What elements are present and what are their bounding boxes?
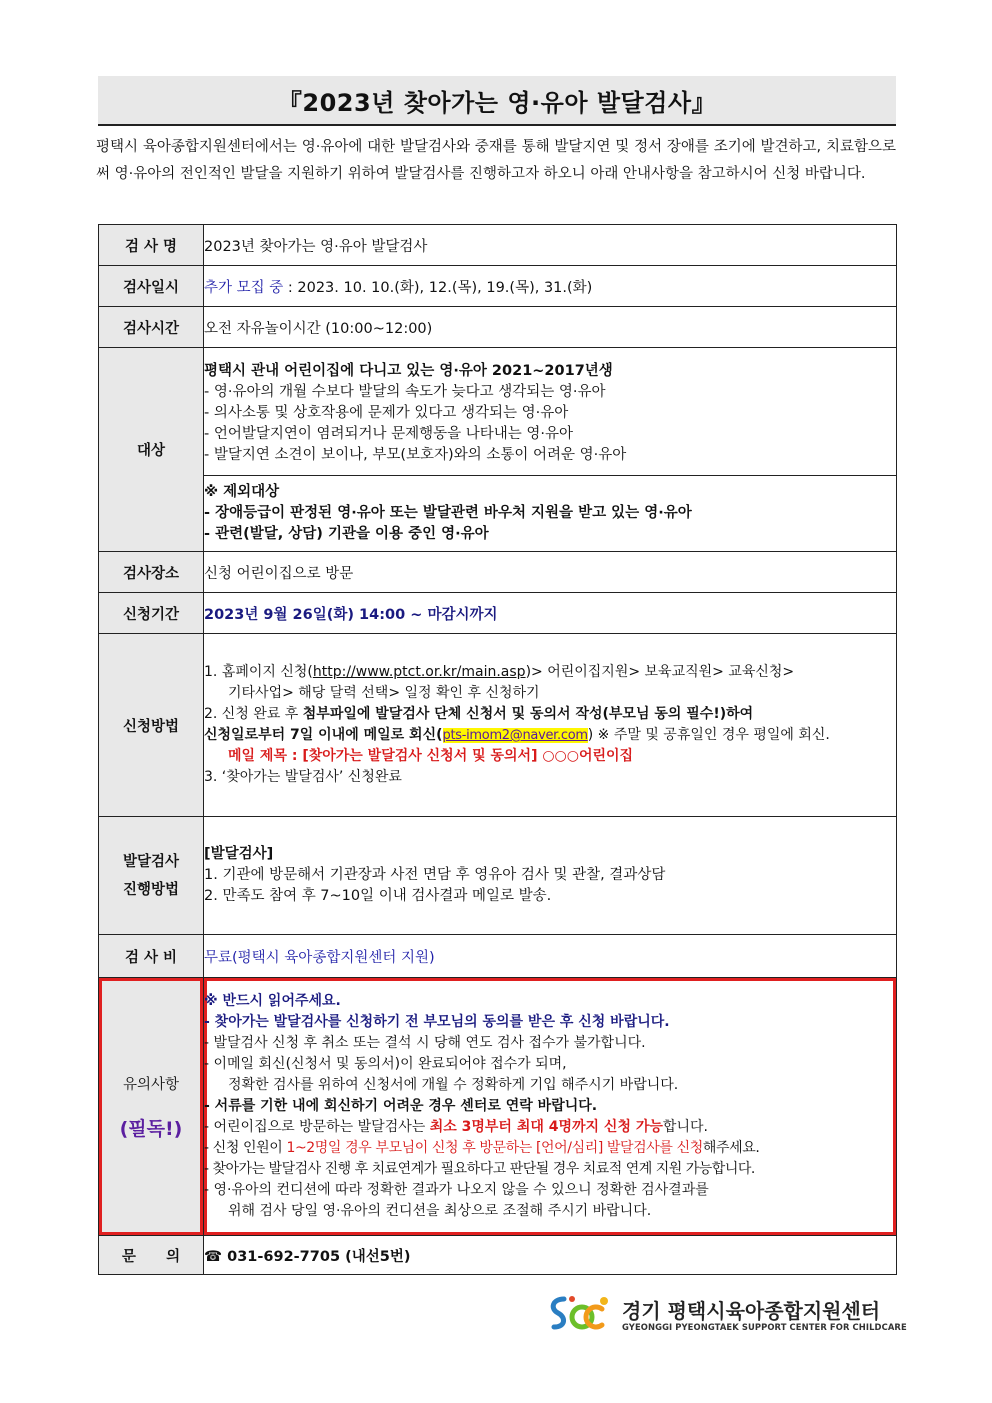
method-step1-cont: 기타사업> 해당 달력 선택> 일정 확인 후 신청하기 [228,685,540,701]
target-heading: 평택시 관내 어린이집에 다니고 있는 영·유아 2021~2017년생 [204,363,613,379]
notice-highlight: 최소 3명부터 최대 4명까지 신청 가능 [429,1119,663,1135]
label-process-line1: 발달검사 [122,853,180,870]
exclusion-item: - 장애등급이 판정된 영·유아 또는 발달관련 바우처 지원을 받고 있는 영·유아 [204,505,692,521]
process-item: 1. 기관에 방문해서 기관장과 사전 면담 후 영유아 검사 및 관찰, 결과상담 [204,867,666,883]
exclusion-item: - 관련(발달, 상담) 기관을 이용 중인 영·유아 [204,526,489,542]
mail-subject: 메일 제목 : [찾아가는 발달검사 신청서 및 동의서] ○○○어린이집 [228,748,634,764]
method-content [204,634,897,817]
label-test-date: 검사일시 [99,266,204,307]
label-target: 대상 [99,348,204,552]
must-read-label: (필독!) [119,1117,183,1140]
notice-line: ※ 반드시 읽어주세요. [204,993,341,1009]
method-step2-a: 2. 신청 완료 후 [204,706,303,722]
target-item: - 영·유아의 개월 수보다 발달의 속도가 늦다고 생각되는 영·유아 [204,384,606,400]
notice-line: - 발달검사 신청 후 취소 또는 결석 시 당해 연도 검사 접수가 불가합니다. [204,1035,646,1051]
label-test-name: 검 사 명 [99,225,204,266]
notice-line: - 찾아가는 발달검사를 신청하기 전 부모님의 동의를 받은 후 신청 바랍니다. [204,1014,670,1030]
process-item: 2. 만족도 참여 후 7~10일 이내 검사결과 메일로 발송. [204,888,552,904]
label-method: 신청방법 [99,634,204,817]
notice-line: 합니다. [662,1119,708,1135]
row-period [99,593,897,634]
value-place: 신청 어린이집으로 방문 [204,552,897,593]
value-fee: 무료(평택시 육아종합지원센터 지원) [204,935,897,978]
center-logo-icon [544,1293,616,1335]
label-fee: 검 사 비 [99,935,204,978]
center-name-english: GYEONGGI PYEONGTAEK SUPPORT CENTER FOR CHILDCARE [622,1322,907,1332]
value-test-name: 2023년 찾아가는 영·유아 발달검사 [204,225,897,266]
label-test-time: 검사시간 [99,307,204,348]
notice-label: 유의사항 [122,1076,180,1093]
label-place: 검사장소 [99,552,204,593]
notice-line: 정확한 검사를 위하여 신청서에 개월 수 정확하게 기입 해주시기 바랍니다. [228,1077,679,1093]
test-dates: : 2023. 10. 10.(화), 12.(목), 19.(목), 31.(화) [283,279,593,296]
label-period: 신청기간 [99,593,204,634]
row-target [99,348,897,476]
row-test-date [99,266,897,307]
method-step2-d: ) ※ 주말 및 공휴일인 경우 평일에 회신. [587,727,830,743]
row-fee [99,935,897,978]
label-process-line2: 진행방법 [122,881,180,898]
page-title-bar [98,76,896,126]
target-item: - 의사소통 및 상호작용에 문제가 있다고 생각되는 영·유아 [204,405,569,421]
process-heading: [발달검사] [204,846,274,862]
row-test-time [99,307,897,348]
target-exclusion [204,476,897,552]
target-item: - 언어발달지연이 염려되거나 문제행동을 나타내는 영·유아 [204,426,574,442]
target-eligibility [204,348,897,476]
method-step1-prefix: 1. 홈페이지 신청( [204,664,313,680]
method-step1-suffix: )> 어린이집지원> 보육교직원> 교육신청> [525,664,795,680]
info-table [98,224,897,1275]
notice-line: - 영·유아의 컨디션에 따라 정확한 결과가 나오지 않을 수 있으니 정확한 검사결과를 [204,1182,709,1198]
method-step2-b: 첨부파일에 발달검사 단체 신청서 및 동의서 작성(부모님 동의 필수!)하여 [302,706,754,722]
notice-line: - 찾아가는 발달검사 진행 후 치료연계가 필요하다고 판단될 경우 치료적 연계 지원 가능합니다. [204,1161,755,1177]
exclusion-heading: ※ 제외대상 [204,484,280,500]
value-test-time: 오전 자유놀이시간 (10:00~12:00) [204,307,897,348]
value-period: 2023년 9월 26일(화) 14:00 ~ 마감시까지 [204,593,897,634]
value-contact: ☎ 031-692-7705 (내선5번) [204,1236,897,1275]
notice-highlight: 1~2명일 경우 부모님이 신청 후 방문하는 [언어/심리] 발달검사를 신청 [286,1140,703,1156]
notice-line: - 어린이집으로 방문하는 발달검사는 [204,1119,430,1135]
notice-line: - 신청 인원이 [204,1140,287,1156]
email-link[interactable]: pts-imom2@naver.com [442,728,588,743]
method-step3: 3. ‘찾아가는 발달검사’ 신청완료 [204,769,402,785]
row-process [99,817,897,935]
row-contact [99,1236,897,1275]
row-place [99,552,897,593]
notice-content [204,978,897,1236]
label-contact: 문 의 [99,1236,204,1275]
row-method [99,634,897,817]
label-process [99,817,204,935]
center-logo [544,1293,907,1339]
method-step2-c: 신청일로부터 7일 이내에 메일로 회신( [204,727,443,743]
page-title: 『2023년 찾아가는 영·유아 발달검사』 [277,88,717,117]
notice-line: 해주세요. [702,1140,760,1156]
label-notice [99,978,204,1236]
row-target-exclusion [99,476,897,552]
intro-paragraph: 평택시 육아종합지원센터에서는 영·유아에 대한 발달검사와 중재를 통해 발달지연 및 정서 장애를 조기에 발견하고, 치료함으로써 영·유아의 전인적인 발달을 지원하기 위하여 발달검사를 진행하고자 하오니 아래 안내사항을 참고하시어 신청 바랍니다. [96,139,896,182]
value-test-date [204,266,897,307]
notice-line: - 서류를 기한 내에 회신하기 어려운 경우 센터로 연락 바랍니다. [204,1098,598,1114]
notice-line: 위해 검사 당일 영·유아의 컨디션을 최상으로 조절해 주시기 바랍니다. [228,1203,652,1219]
homepage-link[interactable]: http://www.ptct.or.kr/main.asp [312,664,526,680]
row-test-name [99,225,897,266]
notice-line: - 이메일 회신(신청서 및 동의서)이 완료되어야 접수가 되며, [204,1056,567,1072]
recruit-status: 추가 모집 중 [204,279,284,296]
process-content [204,817,897,935]
center-name-korean: 경기 평택시육아종합지원센터 [622,1299,881,1323]
target-item: - 발달지연 소견이 보이나, 부모(보호자)와의 소통이 어려운 영·유아 [204,447,627,463]
row-notice [99,978,897,1236]
